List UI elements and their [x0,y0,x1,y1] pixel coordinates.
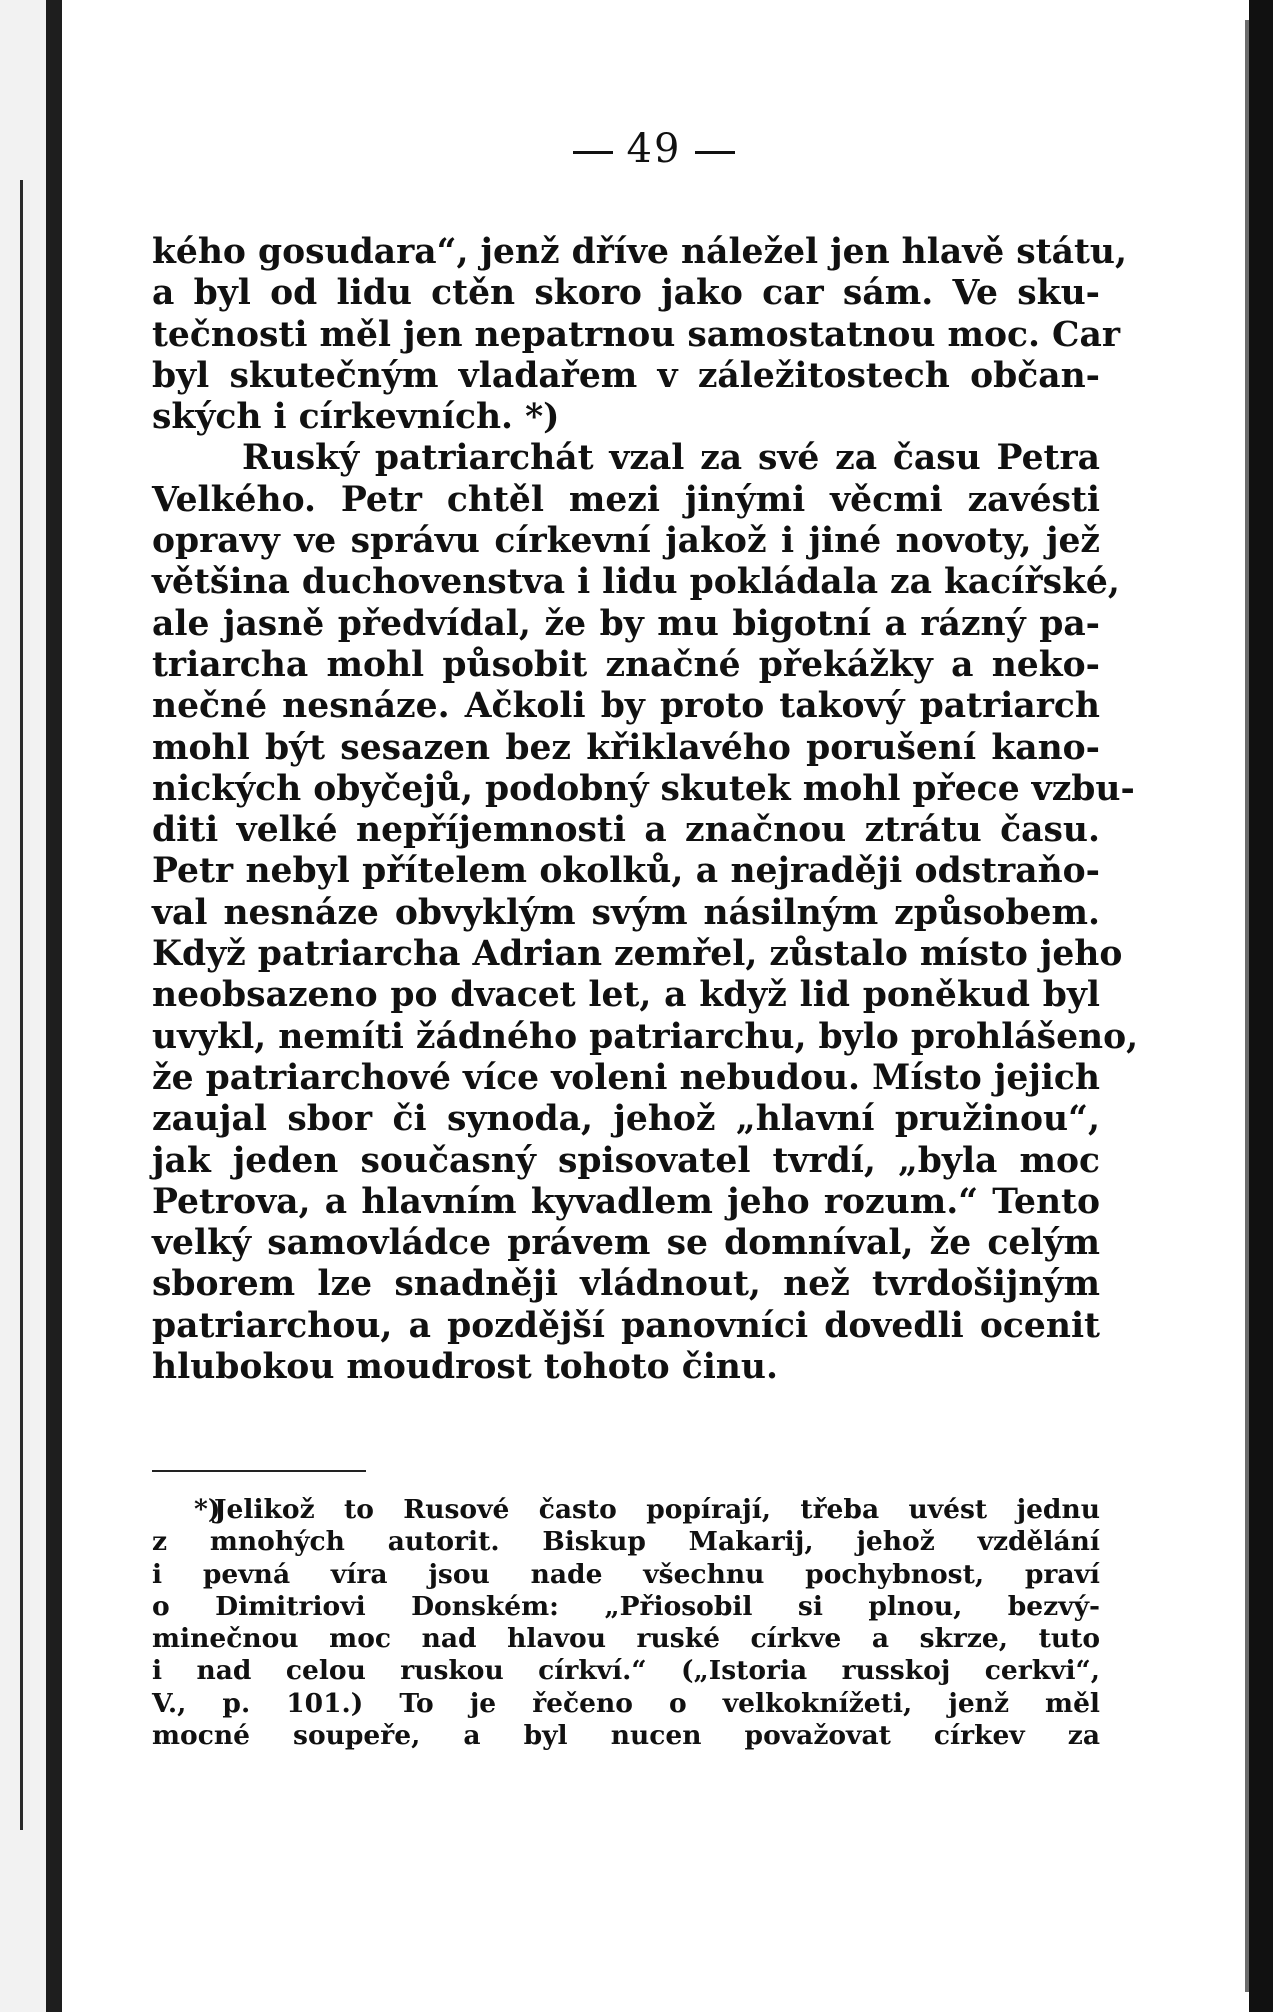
page-number-dash-left [573,151,613,154]
text-line: opravy ve správu církevní jakož i jiné novoty, jež [152,521,1100,562]
main-text [152,232,1139,1388]
footnote-marker: *) [194,1494,221,1525]
text-line: zaujal sbor či synoda, jehož „hlavní pružinou“, [152,1099,1100,1140]
text-line: nečné nesnáze. Ačkoli by proto takový patriarch [152,686,1100,727]
footnote-line: z mnohých autorit. Biskup Makarij, jehož vzdělání [152,1526,1100,1558]
page-number-header [64,126,1244,172]
binding-edge [46,0,62,2012]
footnote-line: minečnou moc nad hlavou ruské církve a skrze, tuto [152,1623,1100,1655]
text-line: uvykl, nemíti žádného patriarchu, bylo prohlášeno, [152,1016,1139,1057]
text-line: že patriarchové více voleni nebudou. Místo jejich [152,1057,1100,1098]
text-line: Petr nebyl přítelem okolků, a nejraději odstraňo- [152,851,1100,892]
text-line: většina duchovenstva i lidu pokládala za kacířské, [152,562,1120,603]
footnote-line: o Dimitriovi Donském: „Přiosobil si plnou, bezvý- [152,1590,1100,1622]
text-line: ských i církevních. *) [152,397,560,438]
text-line: triarcha mohl působit značné překážky a neko- [152,644,1100,685]
text-line: a byl od lidu ctěn skoro jako car sám. Ve sku- [152,273,1100,314]
footnote-line: V., p. 101.) To je řečeno o velkoknížeti, jenž měl [152,1687,1100,1719]
text-line: mohl být sesazen bez křiklavého porušení kano- [152,727,1100,768]
text-line: diti velké nepříjemnosti a značnou ztrátu času. [152,810,1100,851]
page-binding [0,0,62,2012]
page-number: 49 [626,126,682,172]
text-line: ale jasně předvídal, že by mu bigotní a rázný pa- [152,603,1100,644]
footnote-line: mocné soupeře, a byl nucen považovat církev za [152,1720,1100,1752]
footnote-line: i nad celou ruskou církví.“ („Istoria russkoj cerkvi“, [152,1655,1100,1687]
text-line: Když patriarcha Adrian zemřel, zůstalo místo jeho [152,934,1123,975]
page-right-edge [1249,0,1273,2012]
binding-line [20,180,23,1830]
text-line: patriarchou, a pozdější panovníci dovedli ocenit [152,1305,1100,1346]
book-page [64,0,1244,2012]
text-line: byl skutečným vladařem v záležitostech občan- [152,355,1100,396]
page-number-dash-right [695,151,735,154]
text-line: nických obyčejů, podobný skutek mohl přece vzbu- [152,768,1135,809]
text-line: Petrova, a hlavním kyvadlem jeho rozum.“ Tento [152,1181,1100,1222]
text-line: neobsazeno po dvacet let, a když lid poněkud byl [152,975,1100,1016]
text-line: sborem lze snadněji vládnout, než tvrdošijným [152,1264,1100,1305]
text-line: Velkého. Petr chtěl mezi jinými věcmi zavésti [152,479,1100,520]
footnote-line: Jelikož to Rusové často popírají, třeba uvést jednu [214,1494,1100,1525]
text-line: tečnosti měl jen nepatrnou samostatnou moc. Car [152,314,1121,355]
text-line: kého gosudara“, jenž dříve náležel jen hlavě státu, [152,232,1127,272]
footnote-line: i pevná víra jsou nade všechnu pochybnost, praví [152,1558,1100,1590]
text-line: velký samovládce právem se domníval, že celým [152,1223,1100,1264]
footnote-separator [152,1470,366,1472]
text-line: jak jeden současný spisovatel tvrdí, „byla moc [152,1140,1100,1181]
footnote [152,1494,1100,1752]
text-line: hlubokou moudrost tohoto činu. [152,1347,778,1388]
text-line: Ruský patriarchát vzal za své za času Petra [242,438,1100,479]
text-line: val nesnáze obvyklým svým násilným způsobem. [152,892,1100,933]
